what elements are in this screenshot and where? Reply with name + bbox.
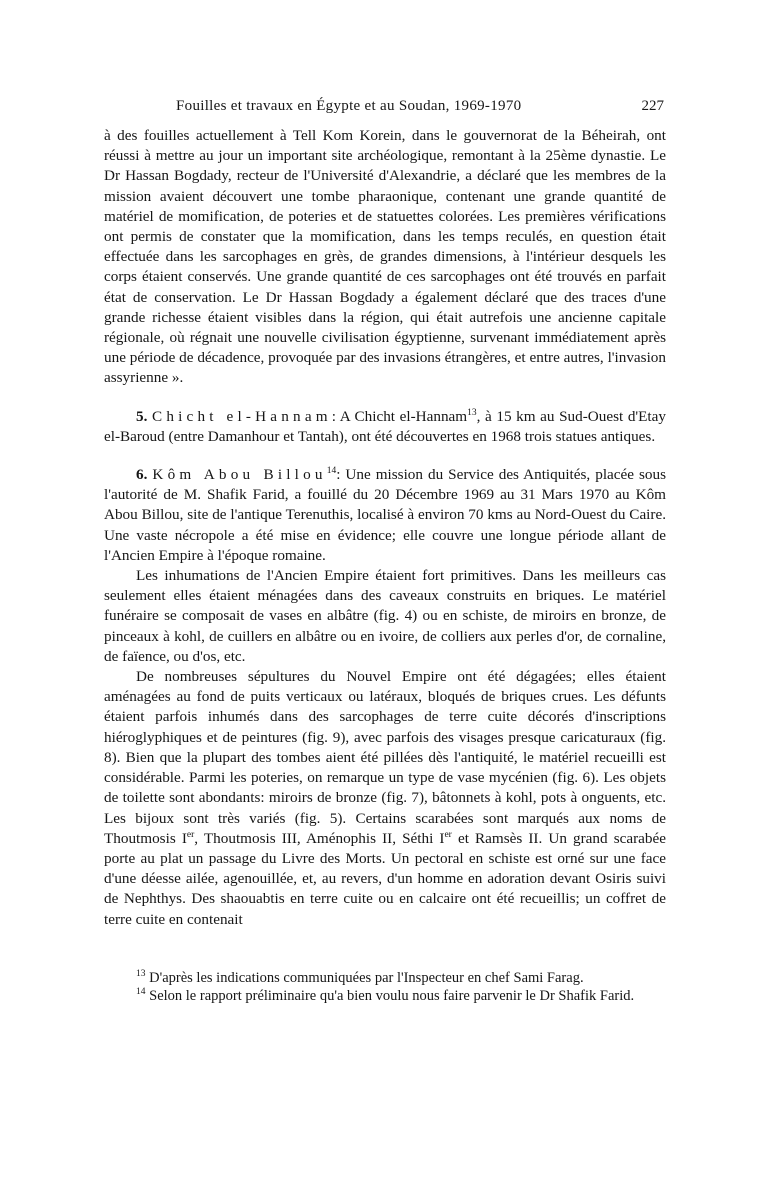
footnote-13 <box>104 969 666 987</box>
section-5-body-a: A Chicht el-Hannam <box>336 407 468 425</box>
footnote-14 <box>104 987 666 1005</box>
footnotes <box>104 969 666 1006</box>
section-6-title: Kôm Abou Billou <box>152 466 327 484</box>
section-5-title-separator: : <box>331 407 337 425</box>
para3-part-c: et Ramsès II. Un grand scarabée porte au plat un passage du Livre des Morts. Un pectoral en schiste est orné sur une face d'une déesse ailée, agenouillée, et, au revers, d'un homme en adoration devant Osiris suivi de Nephthys. Des shaouabtis en terre cuite ou en calcaire ont été recueillis; un coffret de terre cuite en contenait <box>104 829 666 928</box>
running-title: Fouilles et travaux en Égypte et au Soudan, 1969-1970 <box>176 98 522 114</box>
section-6-number: 6. <box>136 466 148 484</box>
footnote-14-number: 14 <box>136 987 146 998</box>
footnote-ref-13[interactable]: 13 <box>467 407 477 418</box>
page-number: 227 <box>641 98 664 114</box>
superscript-er-2: er <box>444 829 452 840</box>
section-6-intro: : Une mission du Service des Antiquités, placée sous l'autorité de M. Shafik Farid, a fouillé du 20 Décembre 1969 au 31 Mars 1970 au Kôm Abou Billou, site de l'antique Terenuthis, localisé à environ 70 kms au Nord-Ouest du Caire. Une vaste nécropole a été mise en évidence; elle couvre une longue période allant de l'Ancien Empire à l'époque romaine. <box>104 466 667 564</box>
running-header <box>104 96 666 118</box>
page <box>104 96 667 1005</box>
superscript-er-1: er <box>186 829 195 840</box>
footnote-ref-14[interactable]: 14 <box>326 465 337 476</box>
para3-part-b: , Thoutmosis III, Aménophis II, Séthi I <box>194 829 445 847</box>
footnote-13-text: D'après les indications communiquées par l'Inspecteur en chef Sami Farag. <box>145 970 584 986</box>
footnote-14-text: Selon le rapport préliminaire qu'a bien voulu nous faire parvenir le Dr Shafik Farid. <box>145 988 635 1005</box>
section-6-paragraph-2: Les inhumations de l'Ancien Empire étaient fort primitives. Dans les meilleurs cas seulement elles étaient ménagées dans des caveaux construits en briques. Le matériel funéraire se composait de vases en albâtre (fig. 4) ou en schiste, de miroirs en bronze, de pinceaux à kohl, de cuillers en albâtre ou en ivoire, de colliers aux perles d'or, de cornaline, de faïence, ou d'os, etc. <box>104 567 666 665</box>
section-6-paragraph-3 <box>104 667 666 930</box>
footnote-13-number: 13 <box>136 969 146 980</box>
section-6 <box>104 465 666 566</box>
section-5-title: Chicht el-Hannam <box>152 407 332 425</box>
section-5-number: 5. <box>136 407 148 425</box>
para3-part-a: De nombreuses sépultures du Nouvel Empire ont été dégagées; elles étaient aménagées au fond de puits verticaux ou latéraux, bloqués de briques crues. Les défunts étaient parfois inhumés dans des sarcophages de terre cuite décorés d'inscriptions hiéroglyphiques et de peintures (fig. 9), avec parfois des visages presque caricaturaux (fig. 8). Bien que la plupart des tombes aient été pillées dès l'antiquité, le matériel recueilli est considérable. Parmi les poteries, on remarque un type de vase mycénien (fig. 6). Les objets de toilette sont abondants: miroirs de bronze (fig. 7), bâtonnets à kohl, pots à onguents, etc. Les bijoux sont très variés (fig. 5). Certains scarabées sont marqués aux noms de Thoutmosis I <box>104 668 666 847</box>
section-5 <box>104 407 666 447</box>
paragraph-continued: à des fouilles actuellement à Tell Kom Korein, dans le gouvernorat de la Béheirah, ont réussi à mettre au jour un important site archéologique, remontant à la 25ème dynastie. Le Dr Hassan Bogdady, recteur de l'Université d'Alexandrie, a déclaré que les membres de la mission avaient découvert une tombe pharaonique, contenant une grande quantité de matériel de momification, de poteries et de statuettes colorées. Les premières vérifications ont permis de constater que la momification, dans les temps reculés, en question était effectuée dans les sarcophages en grès, de grandes dimensions, à l'intérieur desquels les corps étaient conservés. Une grande quantité de ces sarcophages ont été trouvés en parfait état de conservation. Le Dr Hassan Bogdady a également déclaré que des traces d'une grande richesse étaient visibles dans la région, qui était autrefois une ancienne capitale régionale, où régnait une nouvelle civilisation égyptienne, survenant immédiatement après une période de décadence, provoquée par des invasions étrangères, et entre autres, l'invasion assyrienne ». <box>104 127 666 387</box>
section-5-body-b: , à 15 km au Sud-Ouest d'Etay el-Baroud (entre Damanhour et Tantah), ont été découvertes en 1968 trois statues antiques. <box>104 407 666 445</box>
